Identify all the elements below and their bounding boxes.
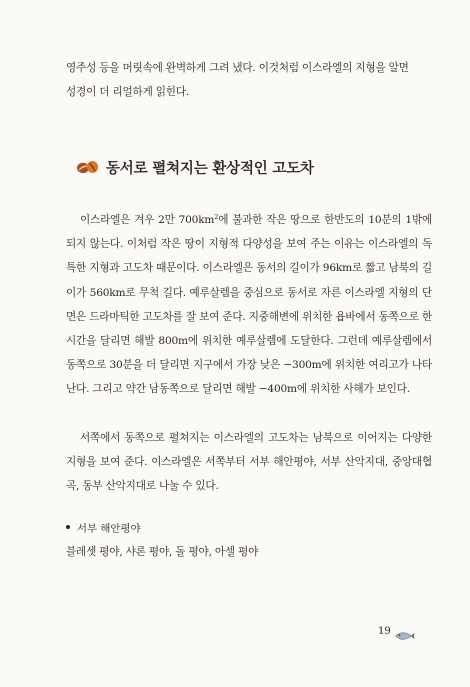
intro-paragraph xyxy=(66,56,432,104)
paragraph-terrain-text: 서쪽에서 동쪽으로 펼쳐지는 이스라엘의 고도차는 남북으로 이어지는 다양한 지형을 보여 준다. 이스라엘은 서쪽부터 서부 해안평야, 서부 산악지대, 중앙대협곡, 동부 산악지대로 나눌 수 있다. xyxy=(66,432,432,493)
area-superscript: 2 xyxy=(214,213,219,221)
page-number: 19 xyxy=(378,625,391,637)
intro-line-1: 영주성 등을 머릿속에 완벽하게 그려 냈다. 이것처럼 이스라엘의 지형을 알면 xyxy=(66,62,409,74)
subsection-body: 블레셋 평야, 샤론 평야, 돌 평야, 아셀 평야 xyxy=(66,546,259,558)
fish-icon xyxy=(395,626,415,636)
coffee-beans-icon xyxy=(76,159,100,175)
section-heading xyxy=(76,156,314,178)
subsection-heading xyxy=(66,519,141,535)
paragraph-terrain xyxy=(66,426,432,499)
subsection-heading-text: 서부 해안평야 xyxy=(77,522,141,535)
paragraph-elevation-text-rest: 에 불과한 작은 땅으로 한반도의 10분의 1밖에 되지 않는다. 이처럼 작은 땅이 지형적 다양성을 보여 주는 이유는 이스라엘의 독특한 지형과 고도차 때문이다. 이스라엘은 동서의 길이가 96km로 짧고 남북의 길이가 560km로 무척 길다. 예루살렘을 중심으로 동서로 자른 이스라엘 지형의 단면은 드라마틱한 고도차를 잘 보여 준다. 지중해변에 위치한 욥바에서 동쪽으로 한 시간을 달리면 해발 800m에 위치한 예루살렘에 도달한다. 그런데 예루살렘에서 동쪽으로 30분을 더 달리면 지구에서 가장 낮은 −300m에 위치한 여리고가 나타난다. 그리고 약간 남동쪽으로 달리면 해발 −400m에 위치한 사해가 보인다. xyxy=(66,214,433,396)
paragraph-elevation xyxy=(66,208,432,402)
page-footer xyxy=(378,624,415,638)
intro-line-2: 성경이 더 리얼하게 읽힌다. xyxy=(66,86,190,99)
section-title: 동서로 펼쳐지는 환상적인 고도차 xyxy=(106,160,314,177)
paragraph-elevation-text-start: 이스라엘은 겨우 2만 700km xyxy=(80,214,215,226)
bullet-dot xyxy=(66,525,70,529)
